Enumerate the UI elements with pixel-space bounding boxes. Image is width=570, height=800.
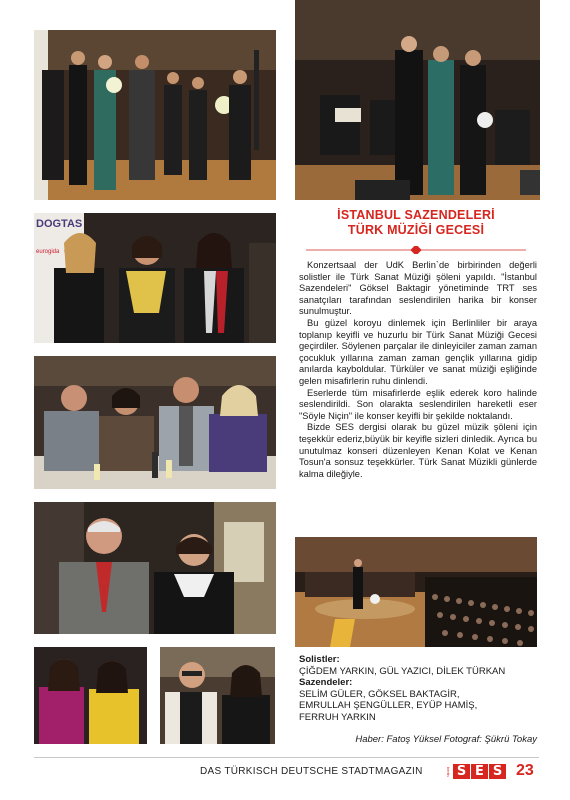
soloists-list: ÇİĞDEM YARKIN, GÜL YAZICI, DİLEK TÜRKAN [299,665,506,677]
photo-man-and-woman [160,647,275,744]
article-paragraph: Eserlerde tüm misafirlerde eşlik ederek koro halinde seslendirildi. Son olarakta seslendirilen hareketli eser "Söyle Niçin" ile konser keyifli bir şekilde noktalandı. [299,387,537,421]
title-divider [306,246,526,254]
musicians-list-line: EMRULLAH ŞENGÜLLER, EYÜP HAMİŞ, [299,700,478,711]
article-title-line-1: İSTANBUL SAZENDELERİ [337,208,495,222]
byline: Haber: Fatoş Yüksel Fotograf: Şükrü Tokay [355,734,537,745]
banner-brand-text: DOGTAS [36,218,83,230]
article-title [299,208,533,238]
page-number: 23 [516,762,534,779]
footer-magazine-name: DAS TÜRKISCH DEUTSCHE STADTMAGAZIN [200,766,423,777]
footer-divider [34,757,539,758]
photo-concert-hall [295,537,537,647]
musicians-heading: Sazendeler: [299,677,353,688]
logo-letter: S [453,764,470,779]
musicians-list-line: SELİM GÜLER, GÖKSEL BAKTAGİR, [299,688,460,700]
article-title-line-2: TÜRK MÜZİĞİ GECESİ [347,223,485,237]
article-body [299,260,537,480]
article-paragraph: Konzertsaal der UdK Berlin`de birbirinden değerli solistler ile Türk Sanat Müziği şöleni yapıldı. "İstanbul Sazendeleri" Göksel Baktagir yönetiminde TRT ses sanatçıları tarafından seslendirilen harika bir konser sunulmuştur. [299,260,537,317]
soloists-heading: Solistler: [299,654,340,665]
photo-two-women [34,647,147,744]
article-paragraph: Bu güzel koroyu dinlemek için Berlinliler bir araya toplanıp keyifli ve huzurlu bir Türk Sanat Müziği Gecesi geçirdiler. Söylenen parçalar ile dinleyiciler zaman zaman çocukluk yıllarına zaman zaman gençlik yıllarına gidip anılarda kayboldular. Türküler ve sanat müziği eşliğinde gelen misafirlerin ruhu dinlendi. [299,317,537,386]
credits-block [299,654,539,723]
logo-letter: S [489,764,506,779]
logo-letter: E [471,764,488,779]
ses-logo [446,764,508,780]
photo-couple [34,502,276,634]
photo-three-women [34,213,276,343]
photo-singers-on-stage [295,0,540,200]
photo-stage-ceremony [34,30,276,200]
banner-sponsor-1: eurogida [36,249,60,255]
musicians-list-line: FERRUH YARKIN [299,711,376,723]
article-paragraph: Bizde SES dergisi olarak bu güzel müzik şöleni için teşekkür ederiz,büyük bir keyifle sizleri dinledik. Ayrıca bu unutulmaz konseri düzenleyen Kenan Kolat ve Kenan Tosun'a sonsuz teşekkürler. Türk Sanat Müzikli günlerde kalma dileğiyle. [299,422,537,479]
photo-guests-at-table [34,356,276,489]
logo-small-text: berlin [446,767,451,777]
